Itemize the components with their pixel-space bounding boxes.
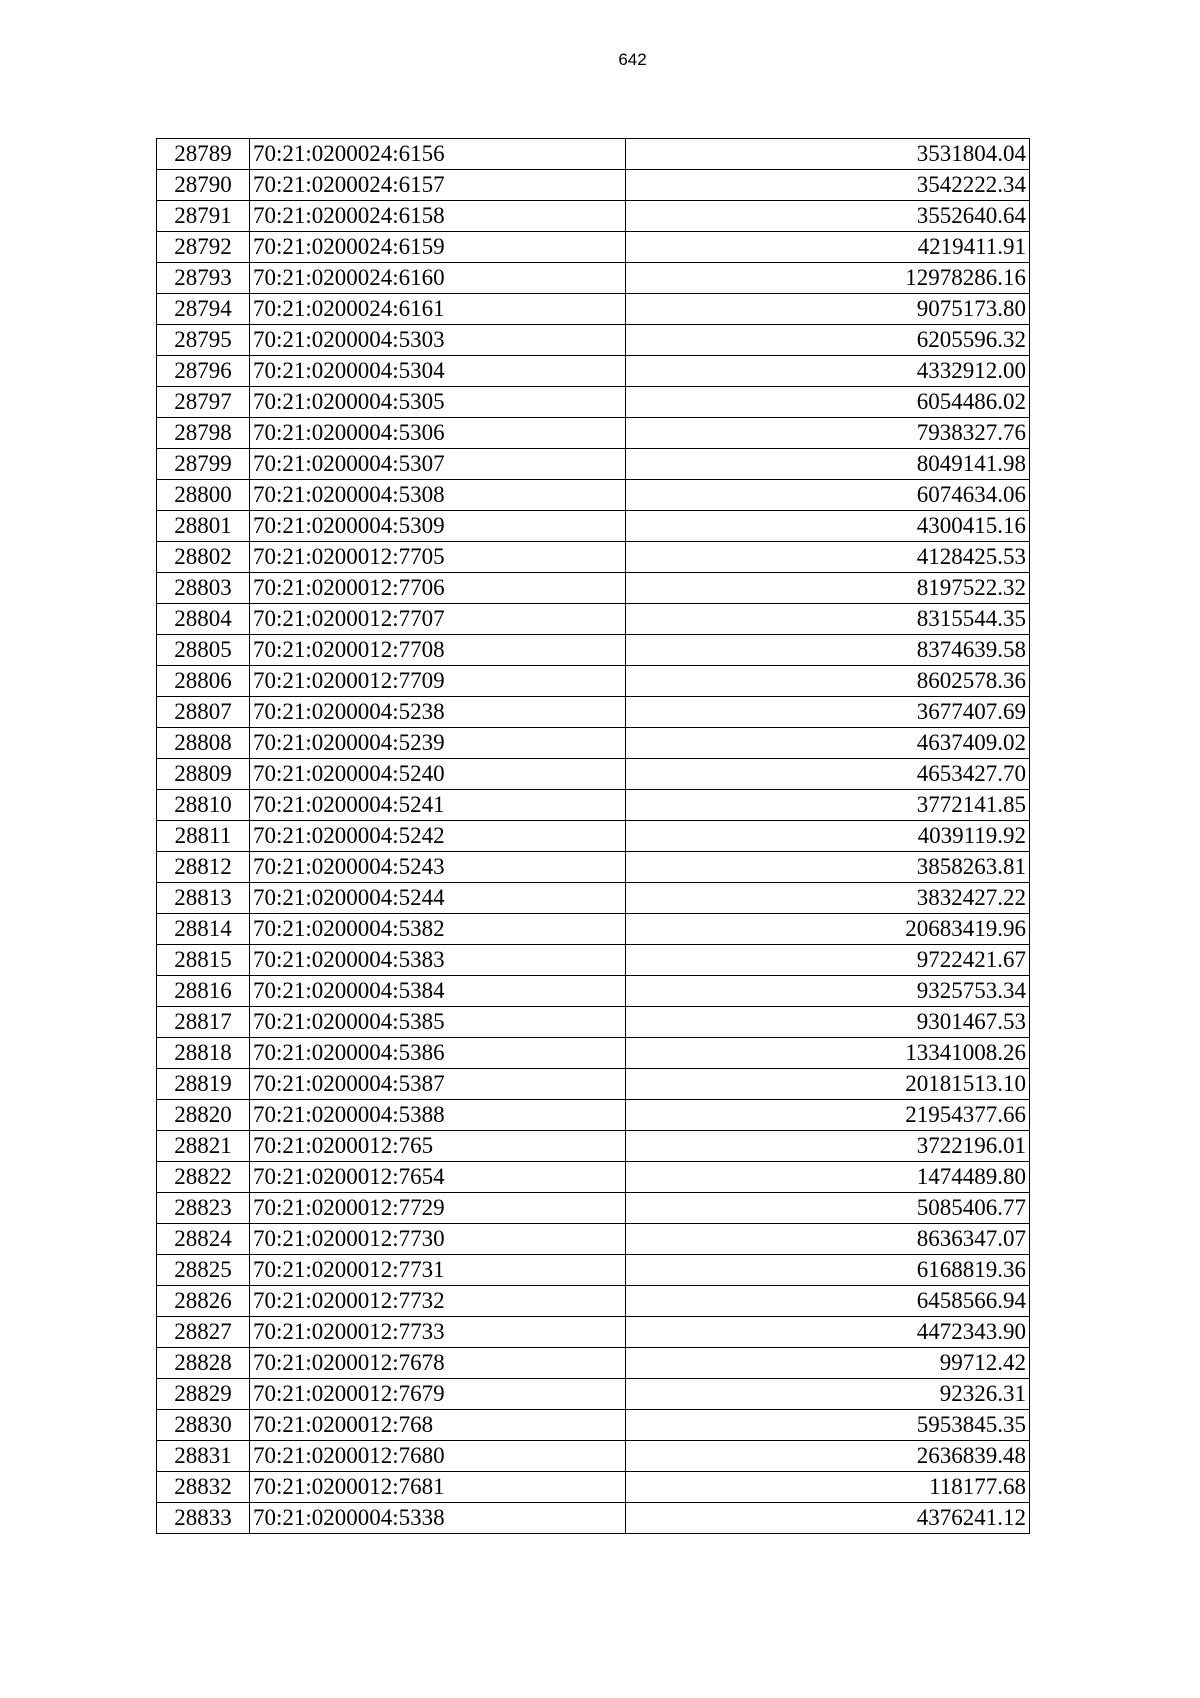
cadastral-number: 70:21:0200024:6159	[250, 232, 626, 263]
cadastral-number: 70:21:0200024:6158	[250, 201, 626, 232]
cadastral-number: 70:21:0200024:6157	[250, 170, 626, 201]
row-number: 28808	[157, 728, 250, 759]
table-row	[157, 139, 1030, 170]
cadastral-value: 4376241.12	[626, 1503, 1030, 1534]
cadastral-value: 20683419.96	[626, 914, 1030, 945]
cadastral-value: 4128425.53	[626, 542, 1030, 573]
cadastral-value: 4637409.02	[626, 728, 1030, 759]
cadastral-value: 6205596.32	[626, 325, 1030, 356]
cadastral-number: 70:21:0200012:7654	[250, 1162, 626, 1193]
table-row	[157, 1286, 1030, 1317]
cadastral-value: 8315544.35	[626, 604, 1030, 635]
cadastral-value: 118177.68	[626, 1472, 1030, 1503]
row-number: 28804	[157, 604, 250, 635]
cadastral-number: 70:21:0200004:5308	[250, 480, 626, 511]
table-row	[157, 511, 1030, 542]
row-number: 28805	[157, 635, 250, 666]
cadastral-value: 9075173.80	[626, 294, 1030, 325]
cadastral-value: 4219411.91	[626, 232, 1030, 263]
row-number: 28793	[157, 263, 250, 294]
cadastral-number: 70:21:0200004:5242	[250, 821, 626, 852]
row-number: 28809	[157, 759, 250, 790]
row-number: 28819	[157, 1069, 250, 1100]
cadastral-number: 70:21:0200004:5309	[250, 511, 626, 542]
table-row	[157, 666, 1030, 697]
row-number: 28831	[157, 1441, 250, 1472]
cadastral-number: 70:21:0200012:765	[250, 1131, 626, 1162]
cadastral-number: 70:21:0200012:7731	[250, 1255, 626, 1286]
cadastral-value: 7938327.76	[626, 418, 1030, 449]
table-row	[157, 1317, 1030, 1348]
cadastral-number: 70:21:0200004:5243	[250, 852, 626, 883]
table-row	[157, 1379, 1030, 1410]
row-number: 28823	[157, 1193, 250, 1224]
table-row	[157, 1007, 1030, 1038]
table-row	[157, 1255, 1030, 1286]
cadastral-value: 3722196.01	[626, 1131, 1030, 1162]
cadastral-value: 12978286.16	[626, 263, 1030, 294]
table-row	[157, 542, 1030, 573]
cadastral-number: 70:21:0200012:7680	[250, 1441, 626, 1472]
table-row	[157, 1441, 1030, 1472]
cadastral-number: 70:21:0200012:7706	[250, 573, 626, 604]
table-row	[157, 418, 1030, 449]
cadastral-number: 70:21:0200004:5384	[250, 976, 626, 1007]
cadastral-number: 70:21:0200024:6160	[250, 263, 626, 294]
row-number: 28791	[157, 201, 250, 232]
cadastral-number: 70:21:0200012:7678	[250, 1348, 626, 1379]
table-row	[157, 883, 1030, 914]
table-row	[157, 294, 1030, 325]
cadastral-value: 3552640.64	[626, 201, 1030, 232]
table-row	[157, 1100, 1030, 1131]
table-row	[157, 976, 1030, 1007]
cadastral-value: 3542222.34	[626, 170, 1030, 201]
cadastral-number: 70:21:0200012:768	[250, 1410, 626, 1441]
cadastral-value: 92326.31	[626, 1379, 1030, 1410]
cadastral-value: 6074634.06	[626, 480, 1030, 511]
cadastral-value: 4300415.16	[626, 511, 1030, 542]
table-row	[157, 263, 1030, 294]
cadastral-number: 70:21:0200004:5388	[250, 1100, 626, 1131]
cadastral-number: 70:21:0200012:7708	[250, 635, 626, 666]
table-row	[157, 728, 1030, 759]
row-number: 28794	[157, 294, 250, 325]
row-number: 28800	[157, 480, 250, 511]
table-row	[157, 1410, 1030, 1441]
row-number: 28790	[157, 170, 250, 201]
table-row	[157, 852, 1030, 883]
table-row	[157, 697, 1030, 728]
cadastral-value: 4039119.92	[626, 821, 1030, 852]
cadastral-value: 8197522.32	[626, 573, 1030, 604]
cadastral-number: 70:21:0200004:5338	[250, 1503, 626, 1534]
cadastral-value: 5953845.35	[626, 1410, 1030, 1441]
cadastral-number: 70:21:0200004:5304	[250, 356, 626, 387]
cadastral-value: 8374639.58	[626, 635, 1030, 666]
table-row	[157, 201, 1030, 232]
row-number: 28802	[157, 542, 250, 573]
row-number: 28829	[157, 1379, 250, 1410]
cadastral-value: 6054486.02	[626, 387, 1030, 418]
cadastral-number: 70:21:0200004:5383	[250, 945, 626, 976]
table-row	[157, 1472, 1030, 1503]
row-number: 28789	[157, 139, 250, 170]
table-row	[157, 790, 1030, 821]
row-number: 28832	[157, 1472, 250, 1503]
row-number: 28792	[157, 232, 250, 263]
row-number: 28824	[157, 1224, 250, 1255]
cadastral-value: 3677407.69	[626, 697, 1030, 728]
cadastral-number: 70:21:0200024:6156	[250, 139, 626, 170]
table-row	[157, 480, 1030, 511]
table-row	[157, 914, 1030, 945]
row-number: 28806	[157, 666, 250, 697]
cadastral-value: 9301467.53	[626, 1007, 1030, 1038]
table-row	[157, 1224, 1030, 1255]
cadastral-value: 21954377.66	[626, 1100, 1030, 1131]
table-row	[157, 387, 1030, 418]
cadastral-number: 70:21:0200004:5244	[250, 883, 626, 914]
cadastral-value-table	[156, 138, 1030, 1534]
cadastral-number: 70:21:0200012:7705	[250, 542, 626, 573]
row-number: 28821	[157, 1131, 250, 1162]
table-row	[157, 604, 1030, 635]
row-number: 28826	[157, 1286, 250, 1317]
cadastral-value: 3531804.04	[626, 139, 1030, 170]
table-row	[157, 1193, 1030, 1224]
cadastral-value: 99712.42	[626, 1348, 1030, 1379]
row-number: 28795	[157, 325, 250, 356]
cadastral-number: 70:21:0200012:7707	[250, 604, 626, 635]
cadastral-value: 5085406.77	[626, 1193, 1030, 1224]
table-row	[157, 1348, 1030, 1379]
row-number: 28822	[157, 1162, 250, 1193]
row-number: 28830	[157, 1410, 250, 1441]
cadastral-number: 70:21:0200012:7709	[250, 666, 626, 697]
row-number: 28813	[157, 883, 250, 914]
row-number: 28799	[157, 449, 250, 480]
cadastral-number: 70:21:0200012:7681	[250, 1472, 626, 1503]
cadastral-number: 70:21:0200004:5385	[250, 1007, 626, 1038]
table-row	[157, 356, 1030, 387]
table-row	[157, 945, 1030, 976]
page-number: 642	[618, 50, 647, 69]
row-number: 28801	[157, 511, 250, 542]
table-row	[157, 170, 1030, 201]
cadastral-value: 9722421.67	[626, 945, 1030, 976]
row-number: 28798	[157, 418, 250, 449]
table-row	[157, 1069, 1030, 1100]
cadastral-number: 70:21:0200004:5241	[250, 790, 626, 821]
table-row	[157, 1162, 1030, 1193]
row-number: 28810	[157, 790, 250, 821]
table-row	[157, 759, 1030, 790]
row-number: 28833	[157, 1503, 250, 1534]
cadastral-value: 6168819.36	[626, 1255, 1030, 1286]
cadastral-number: 70:21:0200024:6161	[250, 294, 626, 325]
cadastral-number: 70:21:0200004:5239	[250, 728, 626, 759]
table-row	[157, 232, 1030, 263]
cadastral-value: 4332912.00	[626, 356, 1030, 387]
table-body	[157, 139, 1030, 1534]
cadastral-value: 9325753.34	[626, 976, 1030, 1007]
cadastral-value: 20181513.10	[626, 1069, 1030, 1100]
cadastral-number: 70:21:0200004:5305	[250, 387, 626, 418]
cadastral-value: 1474489.80	[626, 1162, 1030, 1193]
row-number: 28817	[157, 1007, 250, 1038]
cadastral-number: 70:21:0200004:5303	[250, 325, 626, 356]
row-number: 28814	[157, 914, 250, 945]
table-row	[157, 325, 1030, 356]
row-number: 28815	[157, 945, 250, 976]
cadastral-number: 70:21:0200004:5307	[250, 449, 626, 480]
table-row	[157, 1038, 1030, 1069]
cadastral-number: 70:21:0200012:7679	[250, 1379, 626, 1410]
row-number: 28796	[157, 356, 250, 387]
cadastral-value: 3832427.22	[626, 883, 1030, 914]
cadastral-number: 70:21:0200004:5386	[250, 1038, 626, 1069]
row-number: 28807	[157, 697, 250, 728]
table-row	[157, 573, 1030, 604]
row-number: 28797	[157, 387, 250, 418]
cadastral-number: 70:21:0200004:5240	[250, 759, 626, 790]
row-number: 28803	[157, 573, 250, 604]
row-number: 28825	[157, 1255, 250, 1286]
cadastral-number: 70:21:0200012:7733	[250, 1317, 626, 1348]
row-number: 28828	[157, 1348, 250, 1379]
cadastral-value: 3772141.85	[626, 790, 1030, 821]
cadastral-value: 4472343.90	[626, 1317, 1030, 1348]
cadastral-value: 13341008.26	[626, 1038, 1030, 1069]
table-row	[157, 1503, 1030, 1534]
cadastral-number: 70:21:0200004:5306	[250, 418, 626, 449]
row-number: 28820	[157, 1100, 250, 1131]
table-row	[157, 635, 1030, 666]
cadastral-value: 6458566.94	[626, 1286, 1030, 1317]
cadastral-number: 70:21:0200012:7729	[250, 1193, 626, 1224]
cadastral-number: 70:21:0200004:5382	[250, 914, 626, 945]
row-number: 28812	[157, 852, 250, 883]
cadastral-value: 2636839.48	[626, 1441, 1030, 1472]
row-number: 28811	[157, 821, 250, 852]
cadastral-value: 8602578.36	[626, 666, 1030, 697]
table-row	[157, 821, 1030, 852]
row-number: 28816	[157, 976, 250, 1007]
cadastral-number: 70:21:0200004:5238	[250, 697, 626, 728]
cadastral-value: 8049141.98	[626, 449, 1030, 480]
table-row	[157, 449, 1030, 480]
row-number: 28818	[157, 1038, 250, 1069]
cadastral-number: 70:21:0200012:7732	[250, 1286, 626, 1317]
cadastral-value: 8636347.07	[626, 1224, 1030, 1255]
cadastral-number: 70:21:0200012:7730	[250, 1224, 626, 1255]
cadastral-value: 4653427.70	[626, 759, 1030, 790]
row-number: 28827	[157, 1317, 250, 1348]
cadastral-number: 70:21:0200004:5387	[250, 1069, 626, 1100]
table-row	[157, 1131, 1030, 1162]
cadastral-value: 3858263.81	[626, 852, 1030, 883]
